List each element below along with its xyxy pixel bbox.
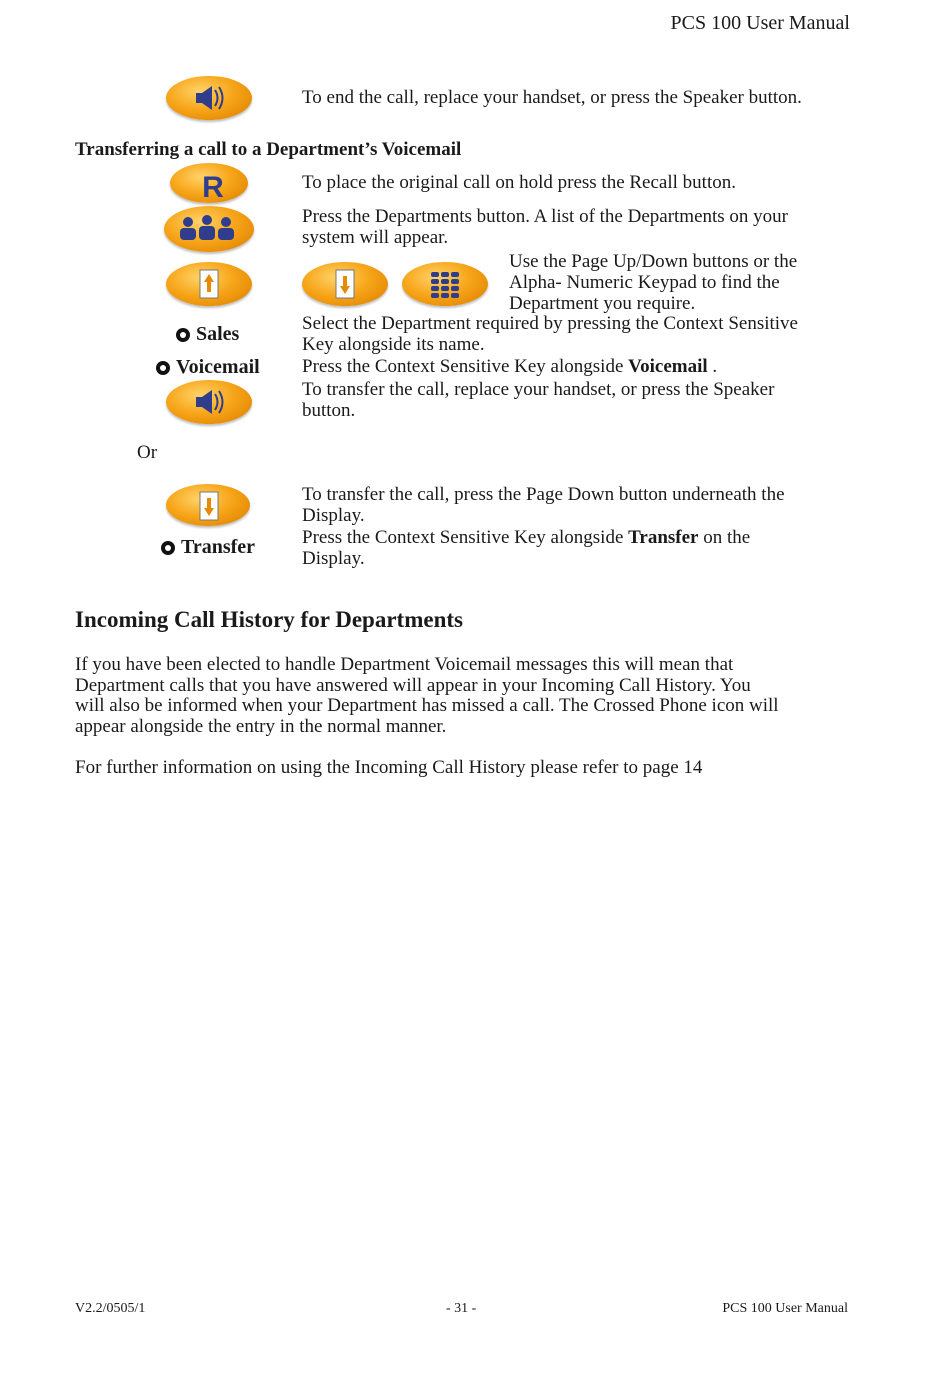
pagedown-text-2: Display. <box>302 505 365 526</box>
page-up-key-icon <box>166 262 252 306</box>
voicemail-text: Press the Context Sensitive Key alongside Voicemail . <box>302 356 718 377</box>
context-key-icon <box>161 541 175 555</box>
transfer-label: Transfer <box>181 536 256 558</box>
transfer-text-1: Press the Context Sensitive Key alongside Transfer on the <box>302 527 751 548</box>
page-down-key-icon <box>166 484 250 526</box>
history-para2: For further information on using the Incoming Call History please refer to page 14 <box>75 757 703 778</box>
sales-context-key <box>176 323 239 346</box>
history-para1-line2: Department calls that you have answered will appear in your Incoming Call History. You <box>75 675 751 696</box>
pagedown-text-1: To transfer the call, press the Page Down button underneath the <box>302 484 785 505</box>
svg-text:R: R <box>202 171 224 204</box>
history-heading: Incoming Call History for Departments <box>75 607 463 632</box>
keypad-key-icon <box>402 262 488 306</box>
footer-page-number: - 31 - <box>446 1301 477 1316</box>
voicemail-context-key <box>156 356 260 379</box>
section-title: Transferring a call to a Department’s Voicemail <box>75 139 462 160</box>
footer-title: PCS 100 User Manual <box>722 1301 848 1316</box>
transfer-context-key <box>161 536 255 559</box>
speaker-key-icon <box>166 380 252 424</box>
or-label: Or <box>137 442 158 463</box>
transfer-speaker-text-2: button. <box>302 400 356 421</box>
history-para1-line3: will also be informed when your Department has missed a call. The Crossed Phone icon will <box>75 695 779 716</box>
transfer-speaker-text-1: To transfer the call, replace your handset, or press the Speaker <box>302 379 775 400</box>
sales-label: Sales <box>196 323 240 345</box>
voicemail-label: Voicemail <box>176 356 260 378</box>
history-para1-line4: appear alongside the entry in the normal manner. <box>75 716 447 737</box>
footer-version: V2.2/0505/1 <box>75 1301 146 1316</box>
speaker-key-icon <box>166 76 252 120</box>
context-key-icon <box>156 361 170 375</box>
departments-key-icon <box>164 206 254 252</box>
recall-key-icon <box>170 163 248 203</box>
select-text-2: Key alongside its name. <box>302 334 485 355</box>
page-text-1: Use the Page Up/Down buttons or the <box>509 251 798 272</box>
history-para1-line1: If you have been elected to handle Department Voicemail messages this will mean that <box>75 654 734 675</box>
select-text-1: Select the Department required by pressing the Context Sensitive <box>302 313 798 334</box>
end-call-text: To end the call, replace your handset, or press the Speaker button. <box>302 87 802 108</box>
context-key-icon <box>176 328 190 342</box>
departments-text-2: system will appear. <box>302 227 449 248</box>
departments-text-1: Press the Departments button. A list of the Departments on your <box>302 206 789 227</box>
recall-text: To place the original call on hold press the Recall button. <box>302 172 736 193</box>
header-title: PCS 100 User Manual <box>670 12 850 34</box>
page-text-3: Department you require. <box>509 293 696 314</box>
page-down-key-icon <box>302 262 388 306</box>
page-text-2: Alpha- Numeric Keypad to find the <box>509 272 780 293</box>
transfer-text-2: Display. <box>302 548 365 569</box>
